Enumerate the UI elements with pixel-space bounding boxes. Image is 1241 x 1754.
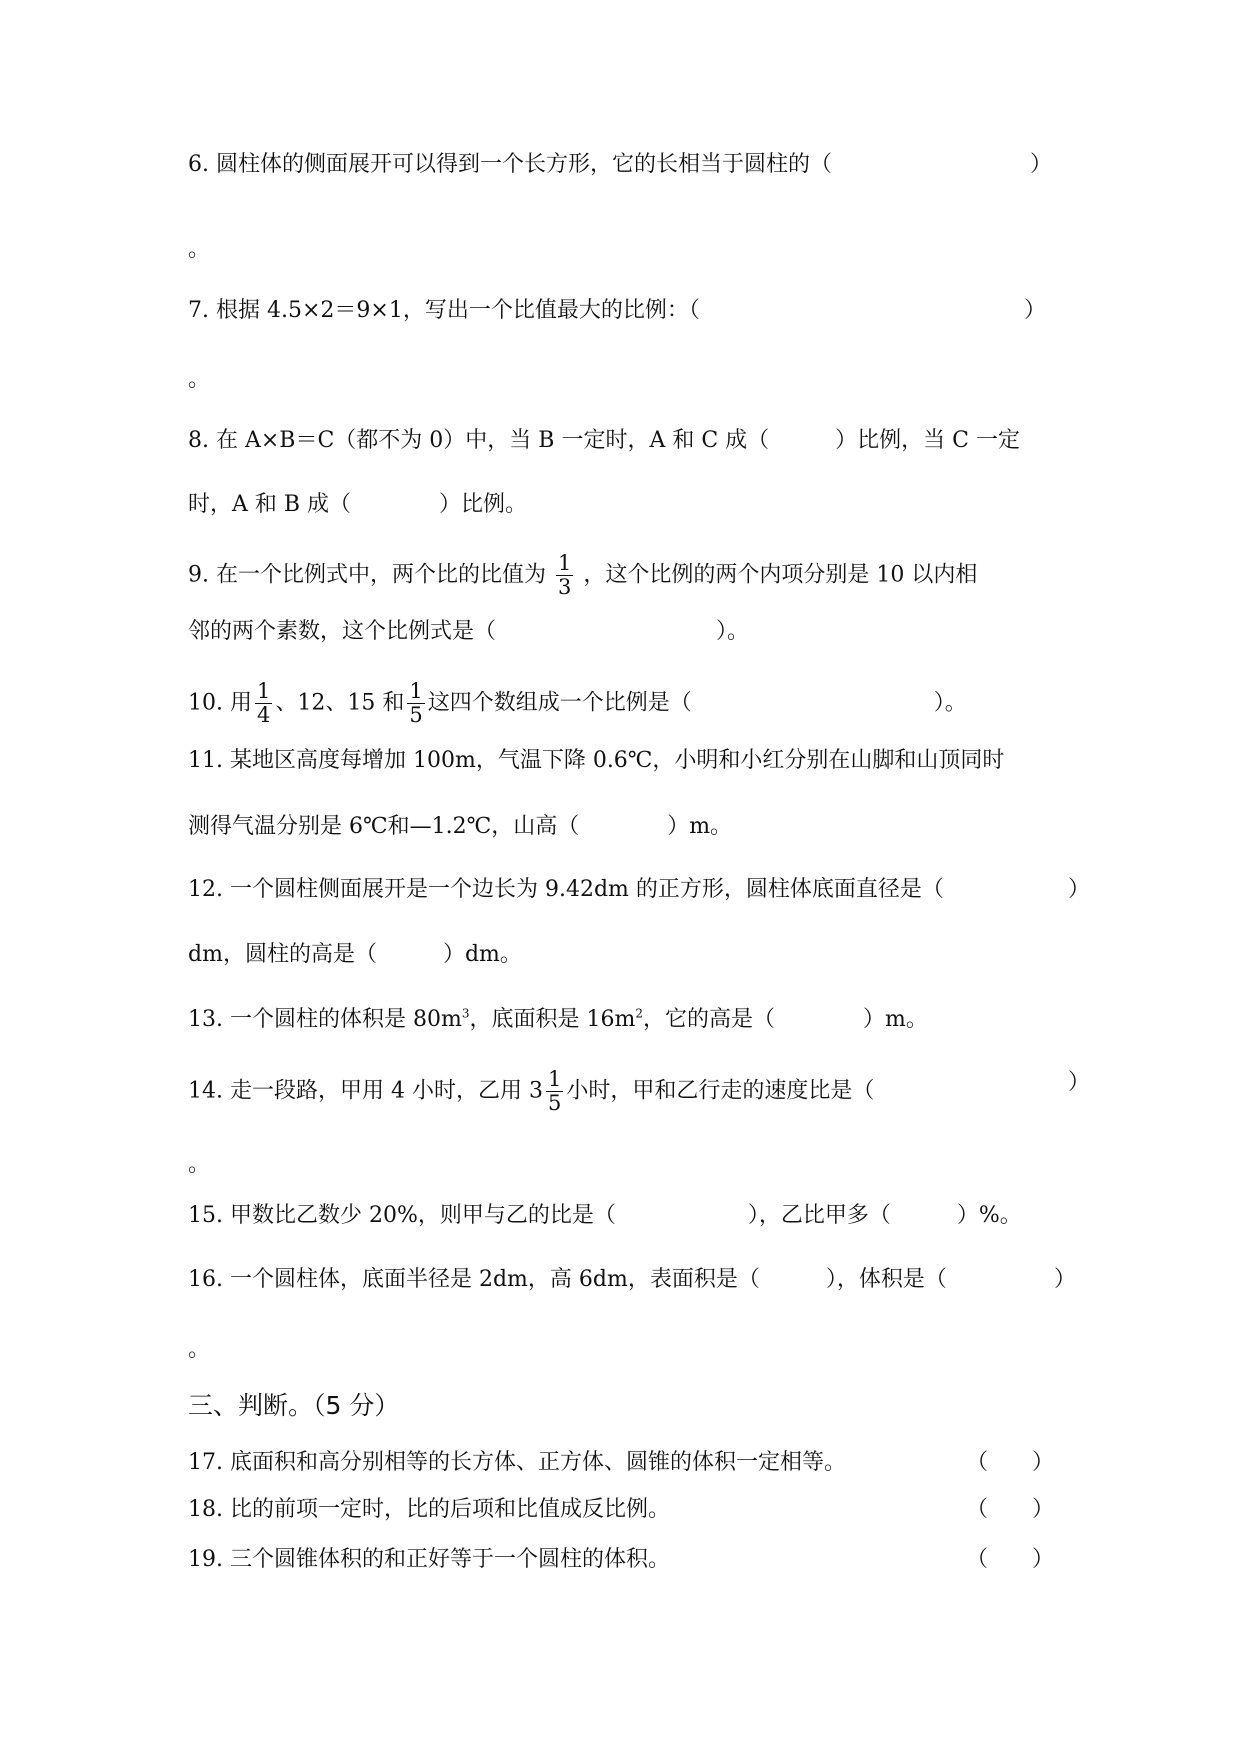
question-9-text-a: 9. 在一个比例式中，两个比的比值为: [188, 562, 546, 588]
section-3-heading: 三、判断。（5 分）: [188, 1391, 400, 1420]
fraction-one-third: [556, 552, 573, 599]
fraction-numerator: 1: [558, 551, 572, 575]
question-11-line-2: 测得气温分别是 6℃和—1.2℃，山高（ ）m。: [188, 814, 733, 839]
question-7-text: 7. 根据 4.5×2＝9×1，写出一个比值最大的比例：（: [188, 298, 700, 323]
judge-item-18: 18. 比的前项一定时，比的后项和比值成反比例。: [188, 1497, 670, 1522]
question-14-continuation: 。: [188, 1152, 211, 1177]
question-6-close-paren: ）: [1030, 152, 1053, 177]
question-16-continuation: 。: [188, 1337, 211, 1362]
question-9-text-b: ，这个比例的两个内项分别是 10 以内相: [583, 562, 978, 588]
fraction-denominator: 5: [547, 1091, 562, 1115]
question-13: [188, 1005, 928, 1035]
fraction-denominator: 3: [558, 575, 572, 599]
question-10-text-b: 、12、15 和: [275, 690, 405, 716]
question-9: [188, 552, 977, 599]
judge-answer-19: （ ）: [966, 1547, 1055, 1572]
question-12-line-2: dm，圆柱的高是（ ）dm。: [188, 942, 522, 967]
question-14-close-paren: ）: [1068, 1070, 1091, 1095]
fraction-one-fifth: [407, 680, 424, 727]
question-14-text-a: 14. 走一段路，甲用 4 小时，乙用 3: [188, 1078, 543, 1104]
question-6-continuation: 。: [188, 237, 211, 262]
question-10-text-c: 这四个数组成一个比例是（ ）。: [427, 690, 967, 716]
question-12-close-paren: ）: [1068, 877, 1091, 902]
fraction-numerator: 1: [256, 679, 271, 703]
question-10-text-a: 10. 用: [188, 690, 252, 716]
question-10: [188, 680, 967, 727]
question-6: [188, 150, 832, 180]
question-8-line-1: 8. 在 A×B＝C（都不为 0）中，当 B 一定时，A 和 C 成（ ）比例，当 C 一定: [188, 428, 1020, 453]
judge-answer-18: （ ）: [966, 1497, 1055, 1522]
fraction-one-quarter: [255, 680, 272, 727]
fraction-numerator: 1: [409, 679, 423, 703]
fraction-denominator: 4: [256, 703, 271, 727]
question-12-text: 12. 一个圆柱侧面展开是一个边长为 9.42dm 的正方形，圆柱体底面直径是（: [188, 877, 944, 902]
question-13-text-a: 13. 一个圆柱的体积是 80m: [188, 1007, 462, 1032]
fraction-numerator: 1: [547, 1067, 562, 1091]
question-8-line-2: 时，A 和 B 成（ ）比例。: [188, 492, 528, 517]
question-16-close-paren: ）: [1054, 1267, 1077, 1292]
question-12: [188, 875, 944, 905]
question-7-continuation: 。: [188, 367, 211, 392]
question-14-text-b: 小时，甲和乙行走的速度比是（: [566, 1078, 875, 1104]
question-7-close-paren: ）: [1024, 298, 1047, 323]
judge-answer-17: （ ）: [966, 1450, 1055, 1475]
question-15: 15. 甲数比乙数少 20%，则甲与乙的比是（ ），乙比甲多（ ）%。: [188, 1203, 1022, 1228]
question-11-line-1: 11. 某地区高度每增加 100m，气温下降 0.6℃，小明和小红分别在山脚和山顶同时: [188, 748, 1005, 773]
question-16: [188, 1265, 947, 1295]
question-6-text: 6. 圆柱体的侧面展开可以得到一个长方形，它的长相当于圆柱的（: [188, 152, 832, 177]
fraction-one-fifth: [546, 1068, 563, 1115]
judge-item-17: 17. 底面积和高分别相等的长方体、正方体、圆锥的体积一定相等。: [188, 1450, 846, 1475]
fraction-denominator: 5: [409, 703, 423, 727]
question-9-line-2: 邻的两个素数，这个比例式是（ ）。: [188, 619, 750, 644]
superscript-cubed: 3: [461, 1006, 470, 1021]
question-14: [188, 1068, 874, 1115]
question-13-text-b: ，底面积是 16m: [469, 1007, 636, 1032]
judge-item-19: 19. 三个圆锥体积的和正好等于一个圆柱的体积。: [188, 1547, 670, 1572]
superscript-squared: 2: [635, 1006, 643, 1021]
question-13-text-c: ，它的高是（ ）m。: [642, 1007, 928, 1032]
question-16-text: 16. 一个圆柱体，底面半径是 2dm，高 6dm，表面积是（ ），体积是（: [188, 1267, 947, 1292]
question-7: [188, 296, 700, 326]
